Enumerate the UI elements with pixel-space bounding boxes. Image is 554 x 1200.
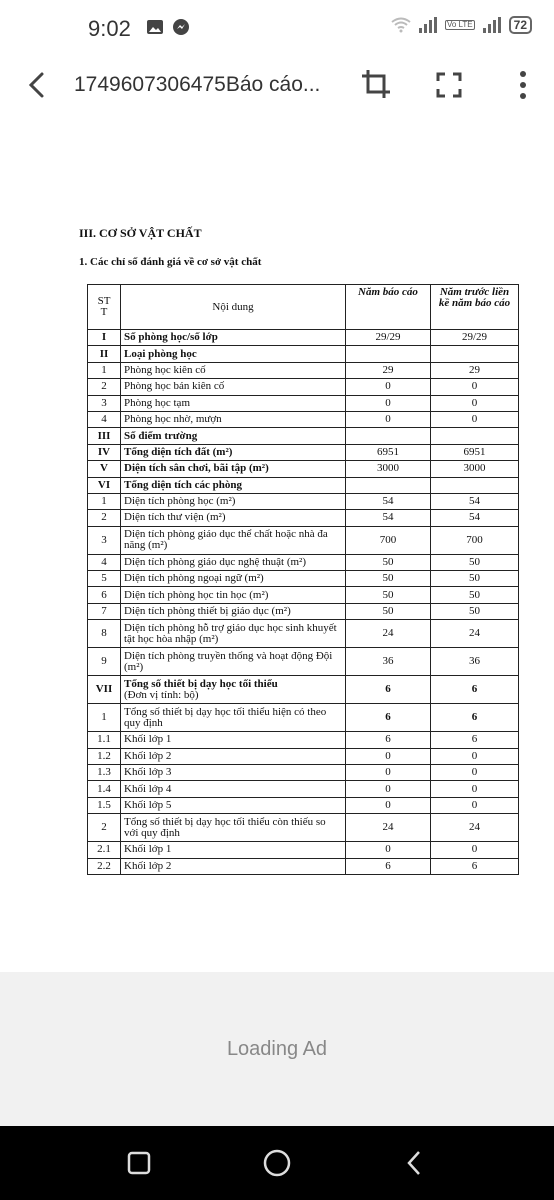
- table-row: [88, 676, 519, 704]
- table-row: [88, 362, 519, 378]
- cell-stt: 1.3: [88, 765, 121, 781]
- cell-content-text: Khối lớp 1: [124, 843, 172, 856]
- cell-content-text: Phòng học nhờ, mượn: [124, 413, 222, 426]
- cell-prev-year-value: 700: [431, 526, 519, 554]
- cell-content: [121, 395, 346, 411]
- cell-prev-year-value: 0: [431, 797, 519, 813]
- facility-table: [87, 284, 519, 875]
- cell-stt: I: [88, 330, 121, 346]
- cell-content: [121, 858, 346, 874]
- gallery-icon: [146, 18, 164, 36]
- cell-content-text: Diện tích phòng học tin học (m²): [124, 588, 269, 601]
- cell-content: [121, 842, 346, 858]
- cell-content-text: Diện tích phòng giáo dục nghệ thuật (m²): [124, 555, 307, 568]
- cell-content-text: Khối lớp 5: [124, 799, 172, 811]
- cell-content-text: Diện tích phòng truyền thống và hoạt động Đội (m²): [124, 649, 333, 673]
- cell-year-value: 29/29: [346, 330, 431, 346]
- crop-icon[interactable]: [360, 68, 392, 100]
- cell-year-value: 3000: [346, 461, 431, 477]
- cell-content-text: Diện tích sân chơi, bãi tập (m²): [124, 462, 269, 475]
- cell-content: [121, 554, 346, 570]
- cell-content: [121, 510, 346, 526]
- cell-year-value: [346, 477, 431, 493]
- table-row: [88, 648, 519, 676]
- cell-content: [121, 676, 346, 704]
- cell-year-value: 29: [346, 362, 431, 378]
- table-row: [88, 395, 519, 411]
- cell-content: [121, 444, 346, 460]
- cell-prev-year-value: 0: [431, 765, 519, 781]
- cell-content-text: Phòng học kiên cố: [124, 363, 206, 376]
- cell-prev-year-value: 0: [431, 842, 519, 858]
- cell-year-value: [346, 428, 431, 444]
- ad-loading-text: Loading Ad: [226, 1038, 328, 1060]
- cell-content-text: Tổng số thiết bị dạy học tối thiểu còn thiếu so với quy định: [124, 815, 326, 839]
- signal-icon-2: [483, 17, 501, 33]
- table-row: [88, 842, 519, 858]
- cell-stt: 2.2: [88, 858, 121, 874]
- messenger-icon: [172, 18, 190, 36]
- cell-content-text: Tổng diện tích các phòng: [124, 478, 242, 491]
- cell-prev-year-value: 0: [431, 395, 519, 411]
- cell-year-value: 50: [346, 603, 431, 619]
- cell-content-text: Tổng số thiết bị dạy học tối thiểu: [124, 677, 278, 690]
- status-time: 9:02: [88, 16, 131, 41]
- section-title: III. CƠ SỞ VẬT CHẤT: [79, 226, 202, 240]
- back-icon[interactable]: [400, 1148, 430, 1178]
- cell-prev-year-value: 24: [431, 620, 519, 648]
- cell-content-text: Diện tích phòng ngoại ngữ (m²): [124, 572, 264, 585]
- cell-prev-year-value: 36: [431, 648, 519, 676]
- cell-content: [121, 620, 346, 648]
- cell-content: [121, 765, 346, 781]
- cell-stt: 3: [88, 395, 121, 411]
- cell-content: [121, 428, 346, 444]
- cell-content: [121, 411, 346, 427]
- table-row: [88, 603, 519, 619]
- cell-stt: 8: [88, 620, 121, 648]
- cell-content: [121, 461, 346, 477]
- cell-content: [121, 781, 346, 797]
- recents-icon[interactable]: [124, 1148, 154, 1178]
- table-row: [88, 858, 519, 874]
- cell-year-value: 0: [346, 411, 431, 427]
- cell-year-value: [346, 346, 431, 362]
- cell-prev-year-value: 29: [431, 362, 519, 378]
- battery-level: 72: [509, 16, 532, 34]
- cell-content: [121, 493, 346, 509]
- cell-year-value: 0: [346, 379, 431, 395]
- cell-year-value: 54: [346, 493, 431, 509]
- table-row: [88, 411, 519, 427]
- cell-content: [121, 603, 346, 619]
- cell-content-text: Tổng số thiết bị dạy học tối thiểu hiện có theo quy định: [124, 705, 327, 729]
- table-row: [88, 493, 519, 509]
- subsection-title: 1. Các chỉ số đánh giá về cơ sở vật chất: [79, 256, 262, 268]
- cell-stt: 1: [88, 493, 121, 509]
- table-row: [88, 330, 519, 346]
- cell-prev-year-value: [431, 346, 519, 362]
- cell-year-value: 6: [346, 704, 431, 732]
- cell-year-value: 0: [346, 395, 431, 411]
- table-row: [88, 379, 519, 395]
- cell-stt: 7: [88, 603, 121, 619]
- cell-stt: 1: [88, 704, 121, 732]
- cell-content: [121, 587, 346, 603]
- header-stt: ST T: [88, 285, 121, 330]
- cell-stt: VII: [88, 676, 121, 704]
- cell-stt: 1.5: [88, 797, 121, 813]
- fullscreen-icon[interactable]: [434, 70, 464, 100]
- table-row: [88, 797, 519, 813]
- cell-content-text: Phòng học tạm: [124, 396, 190, 409]
- cell-stt: III: [88, 428, 121, 444]
- header-year: Năm báo cáo: [346, 285, 431, 330]
- cell-year-value: 50: [346, 554, 431, 570]
- cell-year-value: 36: [346, 648, 431, 676]
- cell-stt: 1: [88, 362, 121, 378]
- cell-prev-year-value: 6: [431, 732, 519, 748]
- table-row: [88, 814, 519, 842]
- table-row: [88, 554, 519, 570]
- cell-year-value: 0: [346, 765, 431, 781]
- cell-stt: II: [88, 346, 121, 362]
- cell-prev-year-value: 0: [431, 379, 519, 395]
- more-vert-icon[interactable]: [510, 68, 536, 102]
- document-page: [0, 116, 554, 972]
- cell-prev-year-value: 50: [431, 571, 519, 587]
- cell-content-text: Diện tích phòng hỗ trợ giáo dục học sinh khuyết tật học hòa nhập (m²): [124, 621, 337, 645]
- cell-prev-year-value: 54: [431, 493, 519, 509]
- cell-stt: 2: [88, 510, 121, 526]
- table-row: [88, 732, 519, 748]
- cell-stt: V: [88, 461, 121, 477]
- cell-stt: VI: [88, 477, 121, 493]
- cell-stt: 3: [88, 526, 121, 554]
- table-row: [88, 620, 519, 648]
- signal-icon: [419, 17, 437, 33]
- cell-year-value: 6951: [346, 444, 431, 460]
- cell-content-text: Diện tích thư viện (m²): [124, 511, 226, 524]
- table-row: [88, 748, 519, 764]
- cell-content-text: Khối lớp 2: [124, 859, 172, 872]
- table-row: [88, 587, 519, 603]
- cell-prev-year-value: 54: [431, 510, 519, 526]
- cell-content-text: Khối lớp 2: [124, 749, 172, 762]
- cell-stt: 2: [88, 814, 121, 842]
- cell-prev-year-value: [431, 428, 519, 444]
- cell-content: [121, 732, 346, 748]
- cell-stt: 9: [88, 648, 121, 676]
- volte-badge: Vo LTE: [446, 20, 473, 29]
- cell-stt: 4: [88, 411, 121, 427]
- cell-year-value: 6: [346, 676, 431, 704]
- cell-prev-year-value: 0: [431, 781, 519, 797]
- cell-stt: 5: [88, 571, 121, 587]
- cell-year-value: 700: [346, 526, 431, 554]
- cell-content-unit: (Đơn vị tính: bộ): [124, 688, 199, 701]
- cell-content-text: Loại phòng học: [124, 347, 197, 360]
- wifi-icon: [391, 17, 411, 33]
- cell-prev-year-value: 29/29: [431, 330, 519, 346]
- table-row: [88, 461, 519, 477]
- document-title: 1749607306475Báo cáo...: [74, 73, 321, 96]
- table-row: [88, 571, 519, 587]
- cell-content-text: Khối lớp 4: [124, 782, 172, 795]
- cell-stt: 4: [88, 554, 121, 570]
- cell-year-value: 50: [346, 571, 431, 587]
- cell-content: [121, 814, 346, 842]
- cell-prev-year-value: [431, 477, 519, 493]
- table-row: [88, 444, 519, 460]
- cell-content-text: Khối lớp 3: [124, 766, 172, 779]
- cell-year-value: 0: [346, 842, 431, 858]
- cell-stt: 2.1: [88, 842, 121, 858]
- cell-prev-year-value: 6: [431, 676, 519, 704]
- header-content: Nội dung: [121, 285, 346, 330]
- cell-prev-year-value: 6: [431, 858, 519, 874]
- cell-stt: 2: [88, 379, 121, 395]
- table-row: [88, 428, 519, 444]
- cell-content-text: Số điểm trường: [124, 429, 198, 442]
- cell-stt: 1.2: [88, 748, 121, 764]
- table-row: [88, 781, 519, 797]
- navigation-bar: [0, 1126, 554, 1200]
- cell-prev-year-value: 6951: [431, 444, 519, 460]
- cell-content-text: Tổng diện tích đất (m²): [124, 445, 233, 458]
- cell-year-value: 54: [346, 510, 431, 526]
- back-arrow-icon[interactable]: [22, 70, 52, 100]
- cell-content: [121, 330, 346, 346]
- cell-content: [121, 477, 346, 493]
- table-row: [88, 477, 519, 493]
- cell-stt: 1.1: [88, 732, 121, 748]
- cell-prev-year-value: 3000: [431, 461, 519, 477]
- cell-content: [121, 526, 346, 554]
- cell-prev-year-value: 24: [431, 814, 519, 842]
- cell-year-value: 6: [346, 732, 431, 748]
- cell-stt: IV: [88, 444, 121, 460]
- table-row: [88, 346, 519, 362]
- cell-content: [121, 797, 346, 813]
- status-bar: [0, 0, 554, 56]
- cell-year-value: 0: [346, 797, 431, 813]
- cell-prev-year-value: 6: [431, 704, 519, 732]
- cell-prev-year-value: 50: [431, 587, 519, 603]
- cell-year-value: 0: [346, 781, 431, 797]
- table-row: [88, 510, 519, 526]
- table-row: [88, 526, 519, 554]
- cell-content: [121, 704, 346, 732]
- cell-year-value: 50: [346, 587, 431, 603]
- ad-banner[interactable]: [0, 972, 554, 1126]
- table-row: [88, 704, 519, 732]
- cell-year-value: 0: [346, 748, 431, 764]
- cell-prev-year-value: 0: [431, 748, 519, 764]
- cell-content: [121, 748, 346, 764]
- home-icon[interactable]: [262, 1148, 292, 1178]
- table-header: [88, 285, 519, 330]
- cell-prev-year-value: 0: [431, 411, 519, 427]
- header-prev-year: Năm trước liền kề năm báo cáo: [431, 285, 519, 330]
- cell-content-text: Khối lớp 1: [124, 733, 172, 746]
- cell-content: [121, 379, 346, 395]
- cell-content: [121, 648, 346, 676]
- cell-stt: 1.4: [88, 781, 121, 797]
- cell-content-text: Diện tích phòng học (m²): [124, 495, 236, 508]
- cell-prev-year-value: 50: [431, 554, 519, 570]
- cell-content: [121, 571, 346, 587]
- cell-stt: 6: [88, 587, 121, 603]
- cell-content: [121, 346, 346, 362]
- table-row: [88, 765, 519, 781]
- cell-content-text: Diện tích phòng giáo dục thể chất hoặc nhà đa năng (m²): [124, 528, 328, 552]
- cell-content-text: Phòng học bán kiên cố: [124, 380, 225, 393]
- cell-year-value: 24: [346, 814, 431, 842]
- cell-year-value: 24: [346, 620, 431, 648]
- cell-content-text: Số phòng học/số lớp: [124, 331, 218, 344]
- cell-year-value: 6: [346, 858, 431, 874]
- cell-prev-year-value: 50: [431, 603, 519, 619]
- app-bar: [0, 56, 554, 116]
- cell-content: [121, 362, 346, 378]
- cell-content-text: Diện tích phòng thiết bị giáo dục (m²): [124, 605, 291, 618]
